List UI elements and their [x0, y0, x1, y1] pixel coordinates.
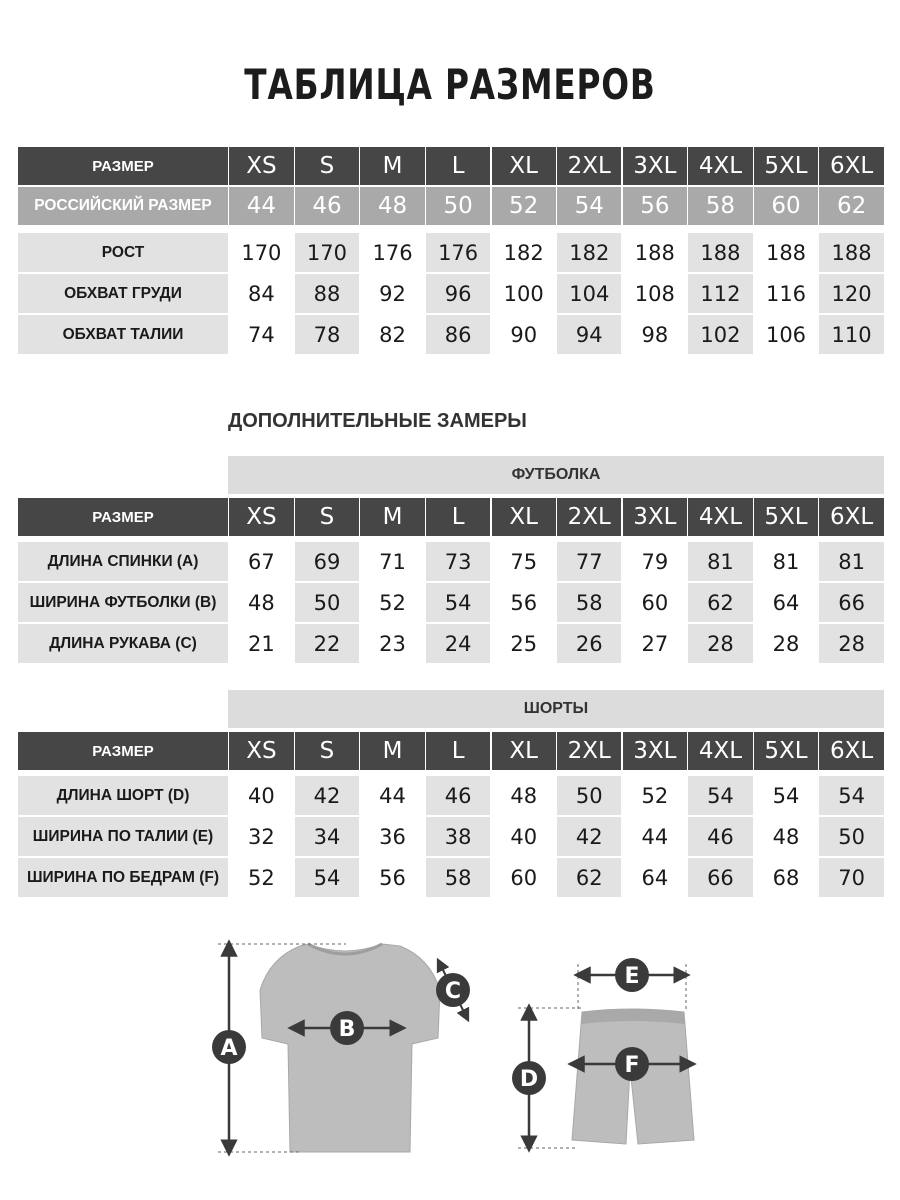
tshirt-table-cell: 81: [754, 542, 818, 581]
ru-size-label: [18, 187, 228, 225]
svg-text:B: B: [338, 1017, 356, 1042]
tshirt-size-header-cell: XS: [229, 498, 293, 536]
main-table-cell: 98: [623, 315, 687, 354]
ru-size-cell: 50: [426, 187, 490, 225]
shorts-size-header-label: [18, 732, 228, 770]
shorts-size-header-cell: 3XL: [623, 732, 687, 770]
shorts-table-cell: 40: [229, 776, 293, 815]
tshirt-row-label-text: ДЛИНА СПИНКИ (А): [47, 552, 199, 570]
shorts-row-label: [18, 776, 228, 815]
ru-size-label-text: РОССИЙСКИЙ РАЗМЕР: [34, 197, 212, 214]
svg-text:E: E: [624, 964, 640, 989]
tshirt-band: ФУТБОЛКА: [228, 456, 884, 494]
measurement-diagram: [0, 920, 900, 1190]
shorts-table-cell: 60: [492, 858, 556, 897]
shorts-size-header-cell: M: [360, 732, 424, 770]
tshirt-table-cell: 67: [229, 542, 293, 581]
shorts-table-cell: 48: [754, 817, 818, 856]
ru-size-cell: 60: [754, 187, 818, 225]
tshirt-row-label: [18, 624, 228, 663]
tshirt-table-cell: 27: [623, 624, 687, 663]
shorts-table-cell: 66: [688, 858, 752, 897]
tshirt-table-cell: 48: [229, 583, 293, 622]
shorts-band: ШОРТЫ: [228, 690, 884, 728]
tshirt-size-header-cell: 4XL: [688, 498, 752, 536]
main-table-cell: 90: [492, 315, 556, 354]
main-row-label: [18, 233, 228, 272]
tshirt-table-cell: 71: [360, 542, 424, 581]
main-table-cell: 182: [557, 233, 621, 272]
main-table-cell: 176: [426, 233, 490, 272]
main-table-cell: 116: [754, 274, 818, 313]
page-title: ТАБЛИЦА РАЗМЕРОВ: [244, 60, 656, 109]
main-row-label: [18, 274, 228, 313]
tshirt-table-cell: 81: [688, 542, 752, 581]
shorts-row-label-text: ШИРИНА ПО БЕДРАМ (F): [26, 868, 220, 886]
tshirt-table-cell: 22: [295, 624, 359, 663]
tshirt-table-cell: 24: [426, 624, 490, 663]
shorts-size-table: [18, 732, 884, 897]
main-size-header-cell: XS: [229, 147, 293, 185]
tshirt-table-cell: 52: [360, 583, 424, 622]
shorts-row-label: [18, 817, 228, 856]
main-table-cell: 104: [557, 274, 621, 313]
tshirt-size-header-cell: 2XL: [557, 498, 621, 536]
tshirt-size-table: [18, 498, 884, 663]
tshirt-table-cell: 28: [688, 624, 752, 663]
shorts-table-cell: 56: [360, 858, 424, 897]
main-row-label-text: РОСТ: [101, 243, 145, 261]
shorts-table-cell: 58: [426, 858, 490, 897]
main-size-table: [18, 147, 884, 354]
tshirt-table-cell: 54: [426, 583, 490, 622]
shorts-size-header-cell: S: [295, 732, 359, 770]
shorts-table-cell: 46: [688, 817, 752, 856]
tshirt-size-header-cell: L: [426, 498, 490, 536]
shorts-table-cell: 48: [492, 776, 556, 815]
extra-measurements-title: ДОПОЛНИТЕЛЬНЫЕ ЗАМЕРЫ: [228, 410, 527, 432]
table-spacer: [18, 227, 884, 231]
shorts-size-header-cell: XL: [492, 732, 556, 770]
tshirt-table-cell: 77: [557, 542, 621, 581]
tshirt-table-cell: 25: [492, 624, 556, 663]
tshirt-table-cell: 60: [623, 583, 687, 622]
shorts-row-label-text: ДЛИНА ШОРТ (D): [56, 786, 190, 804]
main-table-cell: 120: [819, 274, 883, 313]
shorts-table-cell: 52: [623, 776, 687, 815]
shorts-table-cell: 42: [557, 817, 621, 856]
tshirt-size-header-cell: M: [360, 498, 424, 536]
shorts-row-label-text: ШИРИНА ПО ТАЛИИ (E): [32, 827, 214, 845]
shorts-size-header-cell: 4XL: [688, 732, 752, 770]
main-table-cell: 170: [295, 233, 359, 272]
tshirt-table-cell: 73: [426, 542, 490, 581]
shorts-table-cell: 68: [754, 858, 818, 897]
shorts-table-cell: 54: [688, 776, 752, 815]
ru-size-cell: 46: [295, 187, 359, 225]
table-spacer: [18, 538, 884, 540]
shorts-table-cell: 70: [819, 858, 883, 897]
ru-size-cell: 56: [623, 187, 687, 225]
main-table-cell: 182: [492, 233, 556, 272]
shorts-table-cell: 46: [426, 776, 490, 815]
main-table-cell: 92: [360, 274, 424, 313]
main-table-cell: 82: [360, 315, 424, 354]
shorts-table-cell: 64: [623, 858, 687, 897]
svg-text:D: D: [519, 1067, 539, 1092]
tshirt-table-cell: 23: [360, 624, 424, 663]
main-size-header-cell: 2XL: [557, 147, 621, 185]
shorts-table-cell: 32: [229, 817, 293, 856]
main-table-cell: 112: [688, 274, 752, 313]
shorts-table-cell: 52: [229, 858, 293, 897]
tshirt-table-cell: 56: [492, 583, 556, 622]
main-table-cell: 88: [295, 274, 359, 313]
main-table-cell: 188: [819, 233, 883, 272]
tshirt-size-header-cell: 3XL: [623, 498, 687, 536]
main-size-header-cell: 3XL: [623, 147, 687, 185]
main-table-cell: 110: [819, 315, 883, 354]
shorts-size-header-cell: XS: [229, 732, 293, 770]
svg-text:C: C: [444, 979, 462, 1004]
tshirt-table-cell: 58: [557, 583, 621, 622]
tshirt-size-header-cell: S: [295, 498, 359, 536]
tshirt-shape: [260, 944, 440, 1152]
main-row-label: [18, 315, 228, 354]
shorts-size-header-cell: 2XL: [557, 732, 621, 770]
marker-e-icon: [615, 958, 649, 992]
ru-size-cell: 62: [819, 187, 883, 225]
tshirt-size-header-label: [18, 498, 228, 536]
tshirt-table-cell: 75: [492, 542, 556, 581]
main-size-header-cell: 4XL: [688, 147, 752, 185]
main-table-cell: 84: [229, 274, 293, 313]
marker-f-icon: [615, 1047, 649, 1081]
main-table-cell: 74: [229, 315, 293, 354]
main-table-cell: 188: [688, 233, 752, 272]
tshirt-table-cell: 81: [819, 542, 883, 581]
main-size-header-cell: 6XL: [819, 147, 883, 185]
marker-d-icon: [512, 1061, 546, 1095]
tshirt-size-header-cell: XL: [492, 498, 556, 536]
ru-size-cell: 54: [557, 187, 621, 225]
main-row-label-text: ОБХВАТ ТАЛИИ: [62, 325, 184, 343]
shorts-table-cell: 54: [819, 776, 883, 815]
main-table-cell: 96: [426, 274, 490, 313]
main-table-cell: 102: [688, 315, 752, 354]
shorts-table-cell: 50: [819, 817, 883, 856]
ru-size-cell: 58: [688, 187, 752, 225]
main-table-cell: 94: [557, 315, 621, 354]
tshirt-table-cell: 28: [754, 624, 818, 663]
shorts-table-cell: 34: [295, 817, 359, 856]
table-spacer: [18, 772, 884, 774]
marker-a-icon: [212, 1030, 246, 1064]
main-row-label-text: ОБХВАТ ГРУДИ: [64, 284, 182, 302]
ru-size-cell: 52: [492, 187, 556, 225]
main-table-cell: 100: [492, 274, 556, 313]
main-size-header-cell: L: [426, 147, 490, 185]
main-table-cell: 106: [754, 315, 818, 354]
shorts-table-cell: 50: [557, 776, 621, 815]
shorts-table-cell: 54: [295, 858, 359, 897]
tshirt-table-cell: 79: [623, 542, 687, 581]
shorts-table-cell: 44: [623, 817, 687, 856]
shorts-table-cell: 62: [557, 858, 621, 897]
tshirt-table-cell: 64: [754, 583, 818, 622]
tshirt-size-header-text: РАЗМЕР: [92, 508, 154, 526]
main-size-header-cell: M: [360, 147, 424, 185]
tshirt-size-header-cell: 6XL: [819, 498, 883, 536]
tshirt-row-label: [18, 542, 228, 581]
main-size-header-label: [18, 147, 228, 185]
ru-size-cell: 48: [360, 187, 424, 225]
tshirt-row-label-text: ДЛИНА РУКАВА (С): [49, 634, 197, 652]
main-table-cell: 86: [426, 315, 490, 354]
shorts-table-cell: 38: [426, 817, 490, 856]
main-table-cell: 188: [754, 233, 818, 272]
main-table-cell: 176: [360, 233, 424, 272]
tshirt-size-header-cell: 5XL: [754, 498, 818, 536]
tshirt-table-cell: 50: [295, 583, 359, 622]
shorts-table-cell: 40: [492, 817, 556, 856]
shorts-size-header-cell: 5XL: [754, 732, 818, 770]
tshirt-table-cell: 62: [688, 583, 752, 622]
main-table-cell: 188: [623, 233, 687, 272]
shorts-size-header-text: РАЗМЕР: [92, 742, 154, 760]
shorts-size-header-cell: L: [426, 732, 490, 770]
tshirt-table-cell: 26: [557, 624, 621, 663]
main-size-header-text: РАЗМЕР: [92, 157, 154, 175]
ru-size-cell: 44: [229, 187, 293, 225]
tshirt-table-cell: 69: [295, 542, 359, 581]
main-table-cell: 108: [623, 274, 687, 313]
tshirt-table-cell: 28: [819, 624, 883, 663]
main-size-header-cell: 5XL: [754, 147, 818, 185]
svg-text:F: F: [624, 1053, 640, 1078]
shorts-table-cell: 44: [360, 776, 424, 815]
tshirt-table-cell: 66: [819, 583, 883, 622]
marker-c-icon: [436, 973, 470, 1007]
shorts-size-header-cell: 6XL: [819, 732, 883, 770]
marker-b-icon: [330, 1011, 364, 1045]
shorts-table-cell: 36: [360, 817, 424, 856]
shorts-table-cell: 42: [295, 776, 359, 815]
tshirt-row-label: [18, 583, 228, 622]
main-size-header-cell: XL: [492, 147, 556, 185]
tshirt-row-label-text: ШИРИНА ФУТБОЛКИ (В): [29, 593, 217, 611]
main-table-cell: 78: [295, 315, 359, 354]
tshirt-table-cell: 21: [229, 624, 293, 663]
main-size-header-cell: S: [295, 147, 359, 185]
svg-text:A: A: [220, 1036, 238, 1061]
main-table-cell: 170: [229, 233, 293, 272]
shorts-row-label: [18, 858, 228, 897]
shorts-table-cell: 54: [754, 776, 818, 815]
